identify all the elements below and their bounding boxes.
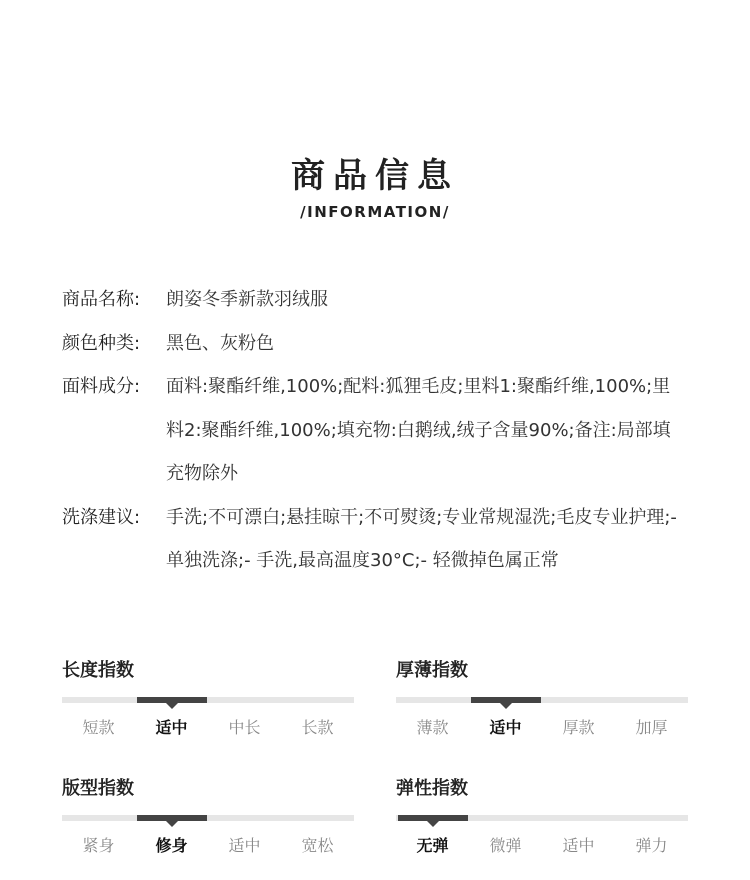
index-option: 弹力 [635,836,668,855]
index-bar [62,697,354,703]
index-marker [398,815,468,821]
thickness-index [396,656,688,738]
info-value: 朗姿冬季新款羽绒服 [166,289,328,310]
index-bar [396,815,688,821]
info-value: 手洗;不可漂白;悬挂晾干;不可熨烫;专业常规湿洗;毛皮专业护理;- 单独洗涤;- 手洗,最高温度30°C;- 轻微掉色属正常 [166,506,677,571]
index-marker [137,697,207,703]
info-label: 商品名称: [62,289,141,310]
index-option: 适中 [489,718,522,737]
index-title: 厚薄指数 [396,660,468,681]
info-row-product-name [62,278,692,322]
index-options [396,833,688,856]
index-option: 微弹 [489,836,522,855]
fit-index [62,774,354,856]
product-info-list [62,278,692,583]
index-option: 适中 [155,718,188,737]
index-bar [396,697,688,703]
index-marker [137,815,207,821]
index-bar [62,815,354,821]
index-option: 适中 [228,836,261,855]
index-option: 厚款 [562,718,595,737]
index-option: 短款 [82,718,115,737]
elasticity-index [396,774,688,856]
info-row-washing [62,496,692,583]
index-title: 长度指数 [62,660,134,681]
index-options [62,715,354,738]
index-option: 紧身 [82,836,115,855]
info-value: 面料:聚酯纤维,100%;配料:狐狸毛皮;里料1:聚酯纤维,100%;里料2:聚酯纤维,100%;填充物:白鹅绒,绒子含量90%;备注:局部填充物除外 [166,376,671,484]
info-label: 洗涤建议: [62,506,141,528]
index-title: 版型指数 [62,778,134,799]
index-option: 宽松 [301,836,334,855]
index-options [396,715,688,738]
index-option: 长款 [301,718,334,737]
index-option: 中长 [228,718,261,737]
info-value: 黑色、灰粉色 [166,332,274,354]
section-subtitle: /INFORMATION/ [300,203,450,221]
index-option: 无弹 [416,836,449,855]
index-option: 加厚 [635,718,668,737]
index-option: 修身 [155,836,188,855]
length-index [62,656,354,738]
info-row-colors [62,322,692,366]
section-title: 商品信息 [291,156,459,196]
index-title: 弹性指数 [396,778,468,799]
info-label: 颜色种类: [62,332,141,354]
info-row-material [62,365,692,496]
info-label: 面料成分: [62,376,141,397]
index-options [62,833,354,856]
index-option: 薄款 [416,718,449,737]
index-marker [471,697,541,703]
index-option: 适中 [562,836,595,855]
